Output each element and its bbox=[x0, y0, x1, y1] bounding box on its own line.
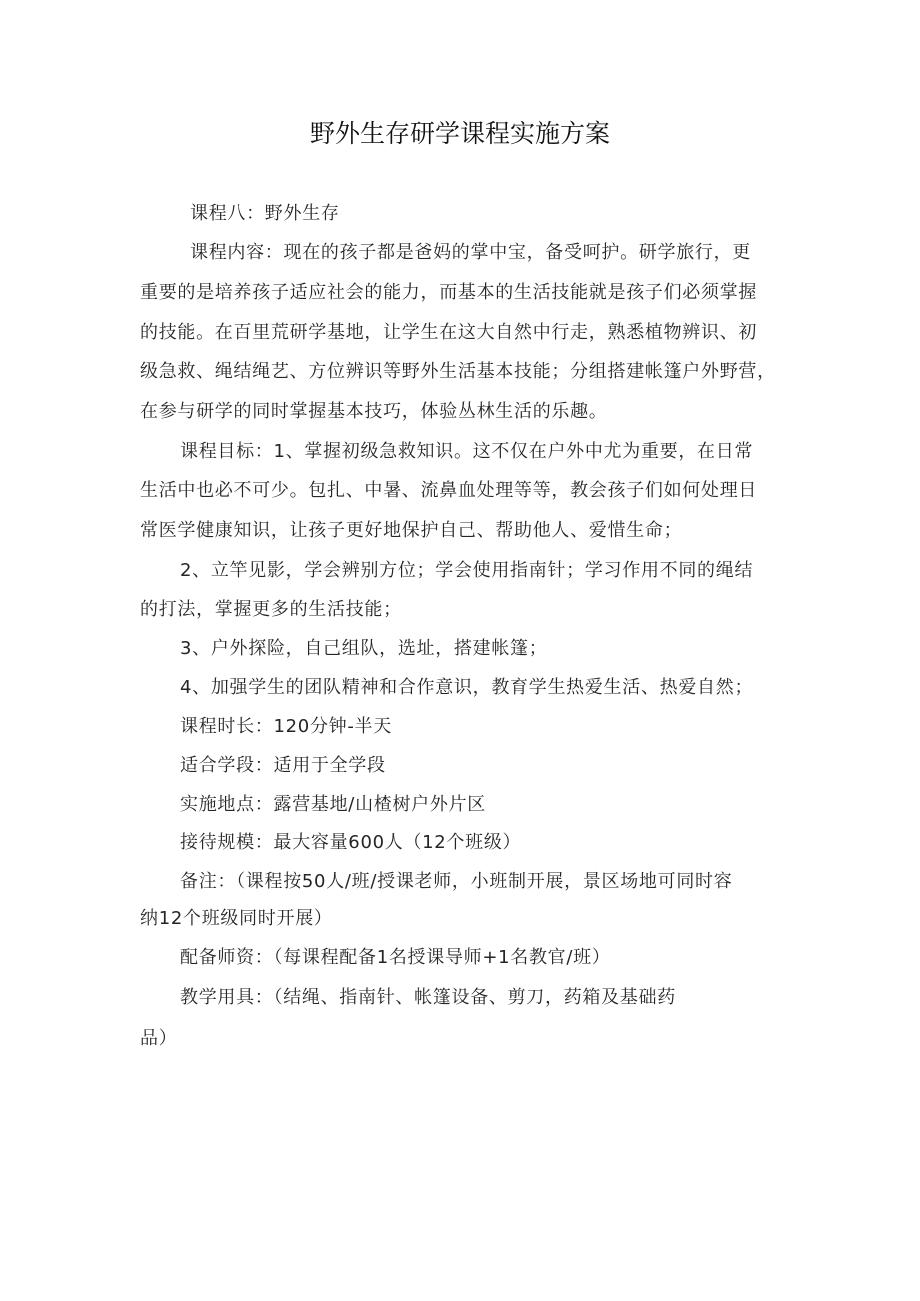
paragraph-line: 课程八：野外生存 bbox=[190, 203, 340, 224]
paragraph-line: 课程目标：1、掌握初级急救知识。这不仅在户外中尤为重要，在日常 bbox=[180, 441, 754, 462]
paragraph-line: 常医学健康知识，让孩子更好地保护自己、帮助他人、爱惜生命； bbox=[140, 520, 683, 541]
paragraph-line: 的打法，掌握更多的生活技能； bbox=[140, 599, 402, 620]
paragraph-line: 在参与研学的同时掌握基本技巧，体验丛林生活的乐趣。 bbox=[140, 401, 608, 422]
paragraph-line: 级急救、绳结绳艺、方位辨识等野外生活基本技能；分组搭建帐篷户外野营， bbox=[140, 361, 776, 382]
paragraph-line: 备注：（课程按50人/班/授课老师，小班制开展，景区场地可同时容 bbox=[180, 871, 733, 892]
paragraph-line: 的技能。在百里荒研学基地，让学生在这大自然中行走，熟悉植物辨识、初 bbox=[140, 322, 758, 343]
paragraph-line: 适合学段：适用于全学段 bbox=[180, 755, 386, 776]
paragraph-line: 生活中也必不可少。包扎、中暑、流鼻血处理等等，教会孩子们如何处理日 bbox=[140, 480, 758, 501]
paragraph-line: 2、立竿见影，学会辨别方位；学会使用指南针；学习作用不同的绳结 bbox=[180, 560, 754, 581]
document-title: 野外生存研学课程实施方案 bbox=[309, 119, 610, 148]
paragraph-line: 纳12个班级同时开展） bbox=[140, 908, 333, 929]
paragraph-line: 教学用具：（结绳、指南针、帐篷设备、剪刀，药箱及基础药 bbox=[180, 987, 676, 1008]
paragraph-line: 重要的是培养孩子适应社会的能力，而基本的生活技能就是孩子们必须掌握 bbox=[140, 282, 758, 303]
paragraph-line: 配备师资：（每课程配备1名授课导师+1名教官/班） bbox=[180, 947, 611, 968]
paragraph-line: 课程时长：120分钟-半天 bbox=[180, 716, 392, 737]
paragraph-line: 实施地点：露营基地/山楂树户外片区 bbox=[180, 794, 486, 815]
paragraph-line: 接待规模：最大容量600人（12个班级） bbox=[180, 832, 522, 853]
paragraph-line: 4、加强学生的团队精神和合作意识，教育学生热爱生活、热爱自然； bbox=[180, 677, 754, 698]
paragraph-line: 3、户外探险，自己组队，选址，搭建帐篷； bbox=[180, 638, 548, 659]
paragraph-line: 品） bbox=[140, 1028, 178, 1049]
paragraph-line: 课程内容：现在的孩子都是爸妈的掌中宝，备受呵护。研学旅行，更 bbox=[190, 242, 751, 263]
